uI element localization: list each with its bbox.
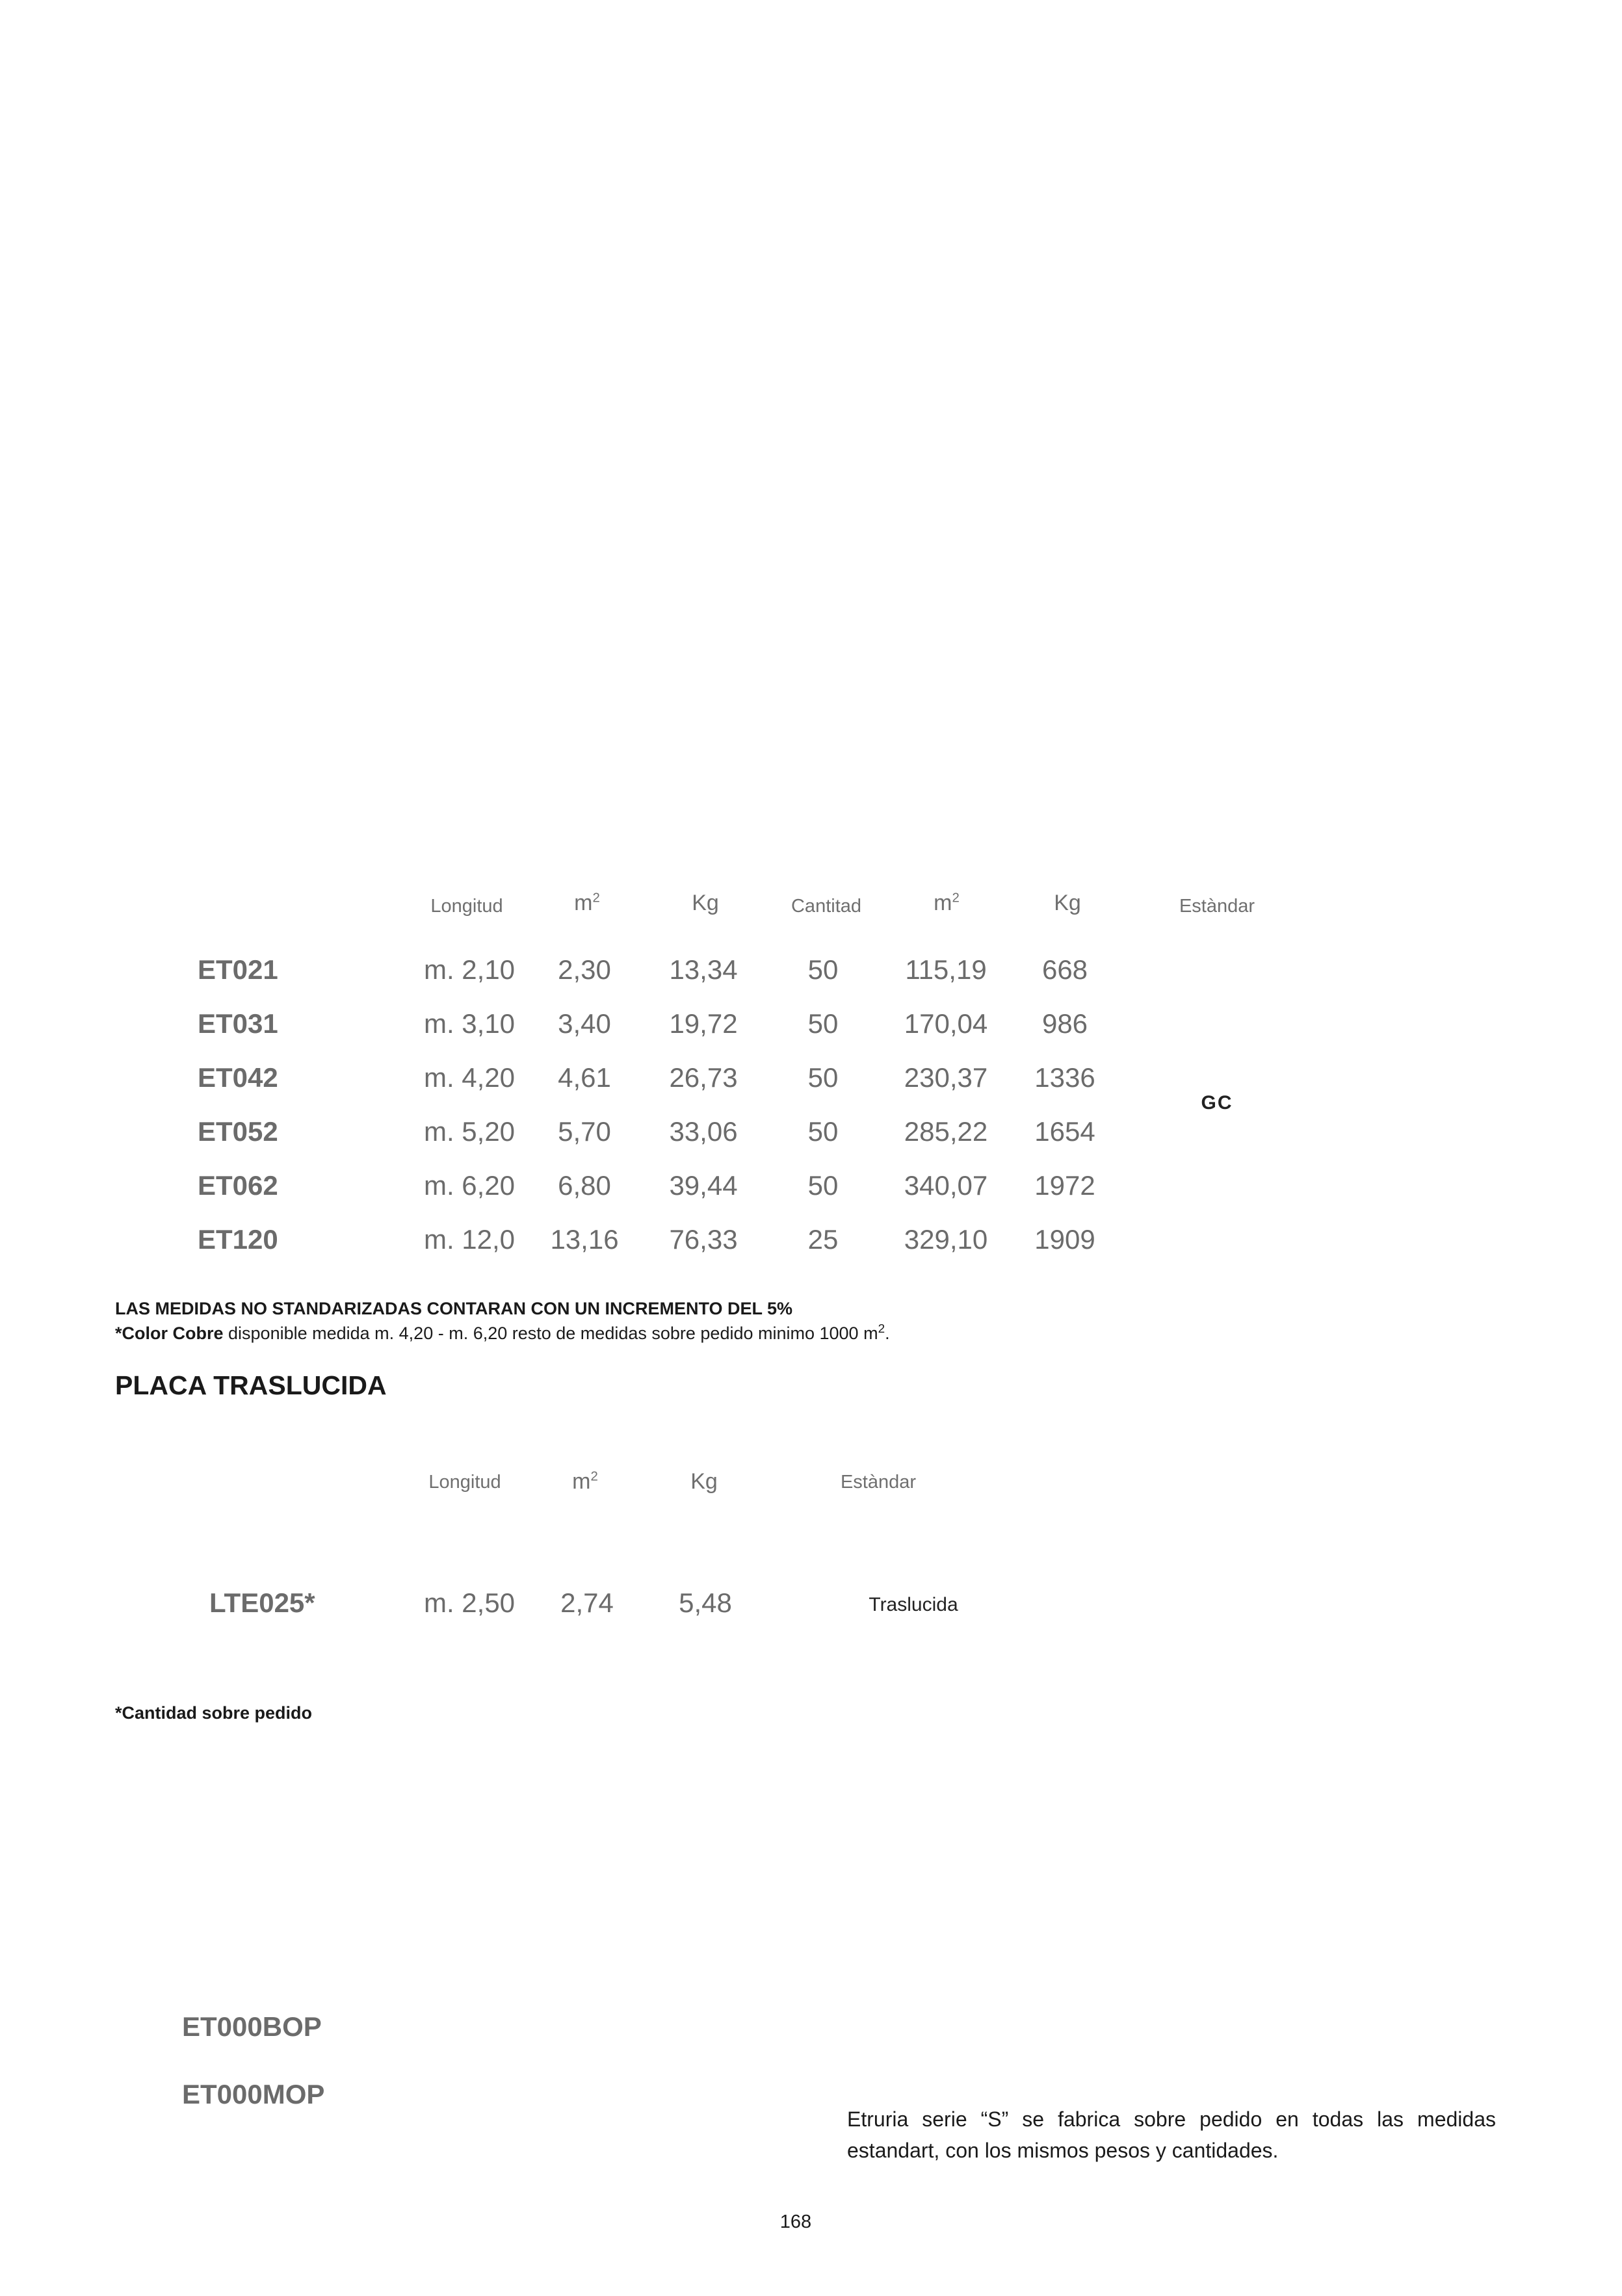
cell-longitud: m. 12,0 (423, 1224, 516, 1255)
cell-kg: 13,34 (669, 954, 738, 985)
cell-m2-total: 230,37 (904, 1062, 988, 1093)
s2-header-estandar: Estàndar (840, 1472, 917, 1493)
cell-kg: 19,72 (669, 1008, 738, 1039)
s2-row-estandar: Traslucida (869, 1594, 958, 1615)
cell-longitud: m. 3,10 (423, 1008, 516, 1039)
cell-kg-total: 1909 (1034, 1224, 1095, 1255)
note-cantidad-sobre-pedido: *Cantidad sobre pedido (115, 1703, 313, 1723)
s2-row-m2: 2,74 (560, 1587, 614, 1618)
header-cantidad: Cantitad (791, 896, 862, 917)
cell-longitud: m. 6,20 (423, 1170, 516, 1201)
s2-row-longitud: m. 2,50 (423, 1587, 516, 1618)
cell-kg-total: 668 (1041, 954, 1088, 985)
cell-m2: 3,40 (558, 1008, 611, 1039)
cell-cantidad: 50 (807, 1116, 839, 1147)
accessory-code: ET000MOP (182, 2079, 325, 2109)
cell-m2: 4,61 (558, 1062, 611, 1093)
product-code: ET120 (198, 1224, 278, 1255)
product-code: ET062 (198, 1170, 278, 1201)
header-longitud: Longitud (430, 896, 503, 917)
cell-kg: 39,44 (669, 1170, 738, 1201)
header-m2: $m^2$ (574, 891, 600, 915)
cell-cantidad: 50 (807, 1008, 839, 1039)
header-m2-total: $m^2$ (934, 891, 960, 915)
accessory-code: ET000BOP (182, 2011, 322, 2042)
cell-kg-total: 1336 (1034, 1062, 1095, 1093)
s2-header-m2: $m^2$ (572, 1469, 598, 1494)
product-code: ET042 (198, 1062, 278, 1093)
cell-m2: 13,16 (550, 1224, 619, 1255)
cell-kg: 33,06 (669, 1116, 738, 1147)
cell-cantidad: 50 (807, 1170, 839, 1201)
header-estandar: Estàndar (1179, 896, 1255, 917)
product-code: ET052 (198, 1116, 278, 1147)
s2-row-kg: 5,48 (679, 1587, 732, 1618)
cell-kg-total: 986 (1041, 1008, 1088, 1039)
header-kg: Kg (692, 891, 719, 915)
page-number: 168 (779, 2211, 812, 2232)
section-title-placa-traslucida: PLACA TRASLUCIDA (115, 1370, 387, 1400)
product-code: ET021 (198, 954, 278, 985)
footer-note: Etruria serie “S” se fabrica sobre pedido en todas las medidas estandart, con los mismos pesos y cantidades. (847, 2107, 1496, 2162)
cell-kg-total: 1654 (1034, 1116, 1095, 1147)
cell-kg: 76,33 (669, 1224, 738, 1255)
s2-row-code: LTE025* (209, 1587, 315, 1618)
cell-m2: 6,80 (558, 1170, 611, 1201)
cell-m2: 5,70 (558, 1116, 611, 1147)
cell-m2-total: 285,22 (904, 1116, 988, 1147)
cell-longitud: m. 2,10 (423, 954, 516, 985)
s2-header-longitud: Longitud (428, 1472, 501, 1493)
s2-header-kg: Kg (690, 1469, 718, 1494)
cell-m2-total: 115,19 (905, 954, 987, 985)
cell-m2-total: 170,04 (904, 1008, 988, 1039)
note-increment: LAS MEDIDAS NO STANDARIZADAS CONTARAN CON UN INCREMENTO DEL 5% (115, 1299, 793, 1318)
cell-cantidad: 25 (807, 1224, 839, 1255)
product-code: ET031 (198, 1008, 278, 1039)
estandar-value: GC (1201, 1092, 1233, 1114)
cell-m2-total: 340,07 (904, 1170, 988, 1201)
cell-longitud: m. 4,20 (423, 1062, 516, 1093)
cell-cantidad: 50 (807, 1062, 839, 1093)
cell-m2-total: 329,10 (904, 1224, 988, 1255)
cell-kg: 26,73 (669, 1062, 738, 1093)
cell-m2: 2,30 (558, 954, 611, 985)
header-kg-total: Kg (1054, 891, 1081, 915)
cell-cantidad: 50 (807, 954, 839, 985)
note-color-cobre: *Color Cobre disponible medida m. 4,20 - m. 6,20 resto de medidas sobre pedido minimo 1000 $m^2$. (115, 1322, 890, 1343)
cell-kg-total: 1972 (1034, 1170, 1095, 1201)
cell-longitud: m. 5,20 (423, 1116, 516, 1147)
